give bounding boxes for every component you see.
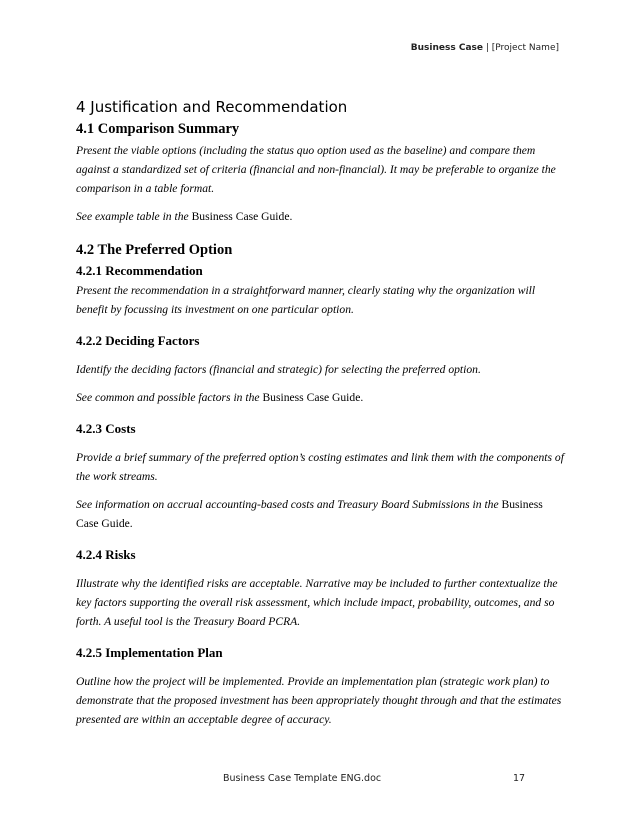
page-content <box>76 98 566 729</box>
costs-guide-paragraph <box>76 495 566 533</box>
guide-reference-link-text: Business Case Guide. <box>262 391 364 404</box>
preferred-option-heading: 4.2 The Preferred Option <box>76 242 233 258</box>
comparison-summary-guide-paragraph <box>76 207 566 226</box>
header-project-name: [Project Name] <box>491 43 559 53</box>
risks-paragraph: Illustrate why the identified risks are acceptable. Narrative may be included to further contextualize the key factors supporting the overall risk assessment, which include impact, probability, outcomes, and so forth. A useful tool is the Treasury Board PCRA. <box>76 577 558 628</box>
deciding-factors-paragraph: Identify the deciding factors (financial and strategic) for selecting the preferred option. <box>76 363 481 376</box>
comparison-summary-heading: 4.1 Comparison Summary <box>76 121 240 137</box>
section-heading: 4 Justification and Recommendation <box>76 98 348 116</box>
deciding-factors-guide-paragraph <box>76 388 566 407</box>
recommendation-paragraph: Present the recommendation in a straightforward manner, clearly stating why the organization will benefit by focussing its investment on one particular option. <box>76 284 536 316</box>
comparison-summary-paragraph: Present the viable options (including the status quo option used as the baseline) and compare them against a standardized set of criteria (financial and non-financial). It may be preferable to organize the comparison in a table format. <box>76 144 556 195</box>
recommendation-heading: 4.2.1 Recommendation <box>76 263 203 278</box>
guide-reference-link-text: Business Case Guide. <box>191 210 293 223</box>
deciding-factors-heading: 4.2.2 Deciding Factors <box>76 333 200 348</box>
costs-paragraph: Provide a brief summary of the preferred option’s costing estimates and link them with the components of the work streams. <box>76 451 564 483</box>
guide-reference-link-text: Business Case Guide. <box>76 498 543 530</box>
risks-heading: 4.2.4 Risks <box>76 547 136 562</box>
guide-reference-text: See common and possible factors in the <box>76 391 263 404</box>
footer-page-number: 17 <box>513 773 526 784</box>
implementation-plan-paragraph: Outline how the project will be implemented. Provide an implementation plan (strategic work plan) to demonstrate that the proposed investment has been appropriately thought through and that the estimates presented are within an acceptable degree of accuracy. <box>76 675 562 726</box>
header-separator: | <box>483 43 492 53</box>
footer-document-name: Business Case Template ENG.doc <box>223 773 382 784</box>
guide-reference-text: See example table in the <box>76 210 192 223</box>
costs-heading: 4.2.3 Costs <box>76 421 136 436</box>
implementation-plan-heading: 4.2.5 Implementation Plan <box>76 645 223 660</box>
guide-reference-text: See information on accrual accounting-based costs and Treasury Board Submissions in the <box>76 498 502 511</box>
page-header <box>411 43 559 53</box>
header-title: Business Case <box>410 43 483 53</box>
